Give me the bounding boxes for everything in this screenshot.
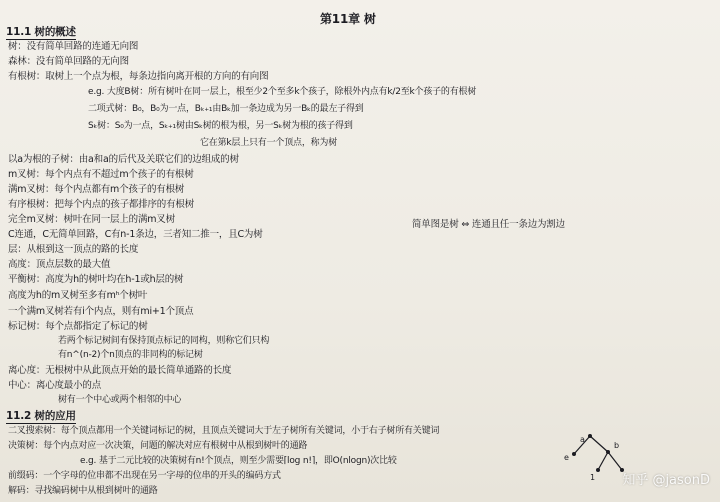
note-line: 有根树：取树上一个点为根，每条边指向离开根的方向的有向图	[8, 71, 269, 82]
note-line: C连通，C无简单回路，C有n-1条边，三者知二推一，且C为树	[8, 229, 263, 240]
tree-label: b	[614, 441, 620, 450]
note-line: 满m叉树：每个内点都有m个孩子的有根树	[8, 184, 185, 195]
note-line: 有n^(n-2)个n顶点的非同构的标记树	[58, 350, 203, 360]
note-line: 二叉搜索树：每个顶点都用一个关键词标记的树，且顶点关键词大于左子树所有关键词，小于右子树所有关键词	[8, 426, 440, 436]
note-line: 高度：顶点层数的最大值	[8, 259, 111, 270]
note-line: m叉树：每个内点有不超过m个孩子的有根树	[8, 169, 194, 180]
note-line: e.g. 基于二元比较的决策树有n!个顶点，则至少需要⌈log n!⌉，即O(nlogn)次比较	[80, 456, 397, 466]
section-heading-overview: 11.1 树的概述	[6, 26, 76, 38]
note-line: 高度为h的m叉树至多有mʰ个树叶	[8, 290, 148, 301]
note-line: Sₖ树：S₀为一点，Sₖ₊₁树由Sₖ树的根为根，另一Sₖ树为根的孩子得到	[88, 121, 353, 131]
tree-label: e	[564, 453, 569, 462]
note-line: 解码：寻找编码树中从根到树叶的通路	[8, 486, 158, 496]
note-line: 树有一个中心或两个相邻的中心	[58, 395, 182, 405]
tree-label: 1	[590, 473, 596, 482]
note-line: 森林：没有简单回路的无向图	[8, 56, 129, 67]
note-line: 它在第k层上只有一个顶点，称为树	[200, 138, 338, 148]
watermark: 知乎 @jasonD	[622, 473, 710, 488]
note-line: 平衡树：高度为h的树叶均在h-1或h层的树	[8, 274, 184, 285]
note-line: 以a为根的子树：由a和a的后代及关联它们的边组成的树	[8, 154, 239, 165]
note-line: 树：没有简单回路的连通无向图	[8, 41, 139, 52]
side-note: 简单图是树 ⇔ 连通且任一条边为割边	[412, 219, 565, 230]
section-heading-applications: 11.2 树的应用	[6, 410, 76, 422]
note-line: 前缀码：一个字母的位串都不出现在另一字母的位串的开头的编码方式	[8, 471, 281, 481]
note-line: 离心度：无根树中从此顶点开始的最长简单通路的长度	[8, 365, 232, 376]
note-line: 二项式树：B₀，B₀为一点，Bₖ₊₁由Bₖ加一条边成为另一Bₖ的最左子得到	[88, 104, 364, 114]
page-title: 第11章 树	[320, 12, 376, 26]
tree-sketch	[560, 430, 630, 490]
tree-label: a	[580, 435, 585, 444]
note-line: 有序根树：把每个内点的孩子都排序的有根树	[8, 199, 195, 210]
note-line: 完全m叉树：树叶在同一层上的满m叉树	[8, 214, 175, 225]
note-line: 中心：离心度最小的点	[8, 380, 102, 391]
note-line: 若两个标记树间有保持顶点标记的同构，则称它们只构	[58, 336, 270, 346]
note-line: 标记树：每个点都指定了标记的树	[8, 321, 148, 332]
note-line: 层：从根到这一顶点的路的长度	[8, 244, 139, 255]
note-line: 一个满m叉树若有i个内点，则有mi+1个顶点	[8, 306, 194, 317]
note-line: e.g. 大度B树：所有树叶在同一层上，根至少2个至多k个孩子，除根外内点有k/2至k个孩子的有根树	[88, 87, 477, 97]
note-line: 决策树：每个内点对应一次决策，问题的解决对应有根树中从根到树叶的通路	[8, 441, 308, 451]
